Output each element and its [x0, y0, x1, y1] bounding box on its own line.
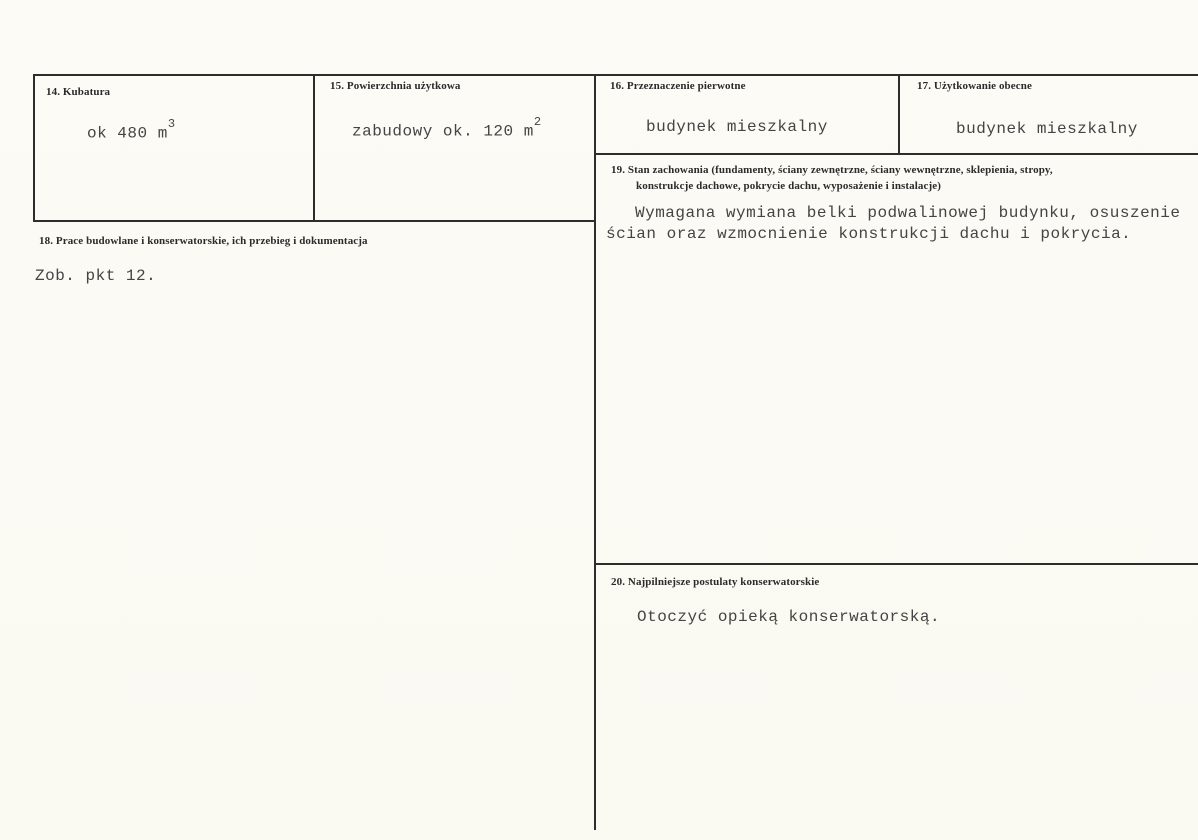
prace-label: 18. Prace budowlane i konserwatorskie, ich przebieg i dokumentacja [39, 235, 368, 247]
uzytkowanie-label: 17. Użytkowanie obecne [917, 80, 1032, 92]
powierzchnia-value-exponent: 2 [533, 115, 542, 129]
powierzchnia-value [352, 115, 542, 141]
przeznaczenie-label: 16. Przeznaczenie pierwotne [610, 80, 746, 92]
powierzchnia-value-text: zabudowy ok. 120 m [352, 122, 534, 141]
divider-19-bottom [595, 563, 1198, 565]
postulaty-label: 20. Najpilniejsze postulaty konserwatorskie [611, 576, 820, 588]
divider-16-17-bottom [595, 153, 1198, 155]
divider-16-17 [898, 74, 900, 154]
kubatura-value [87, 117, 176, 143]
stan-label-line2: konstrukcje dachowe, pokrycie dachu, wyposażenie i instalacje) [636, 180, 942, 192]
stan-value-line2: ścian oraz wzmocnienie konstrukcji dachu i pokrycia. [606, 225, 1132, 243]
kubatura-label: 14. Kubatura [46, 86, 111, 98]
kubatura-value-exponent: 3 [167, 117, 176, 131]
stan-value-line1: Wymagana wymiana belki podwalinowej budynku, osuszenie [635, 204, 1181, 222]
przeznaczenie-value: budynek mieszkalny [646, 118, 828, 136]
kubatura-value-text: ok 480 m [87, 124, 168, 143]
divider-14-15 [313, 74, 315, 222]
center-divider [594, 74, 596, 830]
left-border-line [33, 74, 35, 222]
top-border-line [33, 74, 1198, 76]
postulaty-value: Otoczyć opieką konserwatorską. [637, 608, 941, 626]
powierzchnia-label: 15. Powierzchnia użytkowa [330, 80, 461, 92]
uzytkowanie-value: budynek mieszkalny [956, 120, 1138, 138]
stan-label-line1: 19. Stan zachowania (fundamenty, ściany zewnętrzne, ściany wewnętrzne, sklepienia, stropy, [611, 164, 1053, 176]
prace-value: Zob. pkt 12. [35, 267, 157, 285]
